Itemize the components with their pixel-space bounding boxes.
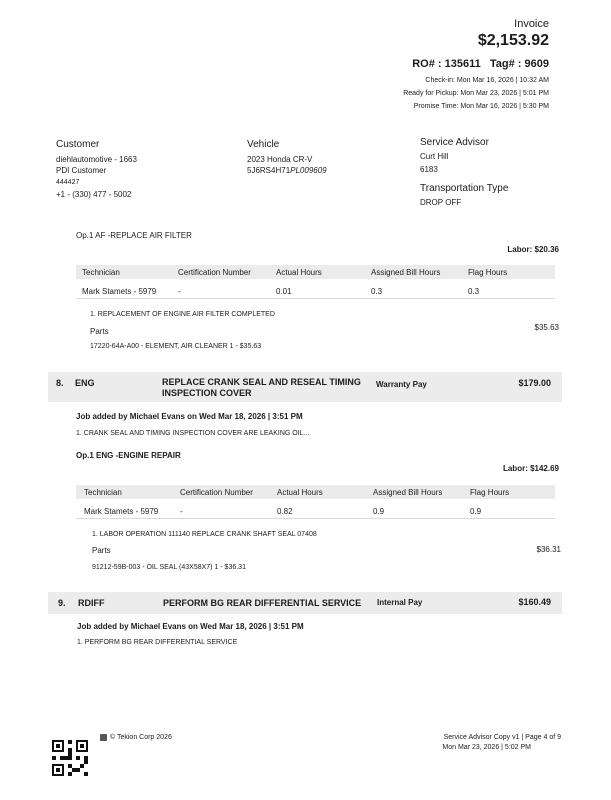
col-flag-hours: Flag Hours	[468, 268, 508, 277]
job-9-amount: $160.49	[518, 597, 551, 607]
op-af-labor: Labor: $20.36	[507, 245, 559, 254]
op-eng-title: Op.1 ENG -ENGINE REPAIR	[76, 451, 181, 460]
tekion-logo-icon	[100, 734, 107, 741]
col-assigned-hours: Assigned Bill Hours	[373, 488, 443, 497]
op-af-technician: Mark Stamets - 5979	[82, 287, 157, 296]
op-af-parts-total: $35.63	[534, 323, 559, 332]
op-eng-labor: Labor: $142.69	[502, 464, 559, 473]
ro-tag-number: RO# : 135611 Tag# : 9609	[412, 58, 549, 70]
vehicle-vin	[247, 166, 327, 175]
service-advisor-heading: Service Advisor	[420, 137, 489, 148]
job-9-number: 9.	[58, 598, 66, 608]
col-technician: Technician	[82, 268, 120, 277]
job-8-pay-type: Warranty Pay	[376, 380, 427, 389]
col-certification: Certification Number	[180, 488, 253, 497]
job-8-number: 8.	[56, 378, 64, 388]
op-eng-flag-hours: 0.9	[470, 507, 482, 516]
job-9-desc: PERFORM BG REAR DIFFERENTIAL SERVICE	[163, 598, 362, 608]
job-8-code: ENG	[75, 378, 95, 388]
vin-prefix: 5J6RS4H71	[247, 166, 291, 175]
job-9-concern: 1. PERFORM BG REAR DIFFERENTIAL SERVICE	[77, 639, 238, 646]
op-af-table-divider	[76, 298, 555, 299]
check-in-time: Check-in: Mon Mar 16, 2026 | 10:32 AM	[425, 77, 549, 84]
col-flag-hours: Flag Hours	[470, 488, 510, 497]
op-af-flag-hours: 0.3	[468, 287, 480, 296]
op-af-cert: -	[178, 287, 181, 296]
job-8-desc-line2: INSPECTION COVER	[162, 388, 252, 398]
ready-for-pickup-time: Ready for Pickup: Mon Mar 23, 2026 | 5:01 PM	[403, 90, 549, 97]
footer-copyright: © Tekion Corp 2026	[110, 734, 172, 741]
op-af-parts-label: Parts	[90, 327, 109, 336]
vehicle-heading: Vehicle	[247, 139, 280, 150]
transportation-type-value: DROP OFF	[420, 198, 462, 207]
customer-phone: +1 - (330) 477 - 5002	[56, 190, 132, 199]
footer-copy-info: Service Advisor Copy v1 | Page 4 of 9	[443, 734, 561, 741]
customer-type: PDI Customer	[56, 166, 107, 175]
op-eng-assigned-hours: 0.9	[373, 507, 385, 516]
qr-code	[52, 740, 88, 776]
col-certification: Certification Number	[178, 268, 251, 277]
customer-name: diehlautomotive - 1663	[56, 155, 137, 164]
op-eng-part-line: 91212-59B-003 - OIL SEAL (43X58X7) 1 - $36.31	[92, 564, 246, 571]
col-technician: Technician	[84, 488, 122, 497]
op-af-assigned-hours: 0.3	[371, 287, 383, 296]
invoice-title: Invoice	[514, 18, 549, 30]
col-actual-hours: Actual Hours	[276, 268, 322, 277]
service-advisor-name: Curt Hill	[420, 152, 449, 161]
job-9-added-by: Job added by Michael Evans on Wed Mar 18, 2026 | 3:51 PM	[77, 622, 304, 631]
op-eng-table-divider	[76, 518, 555, 519]
footer-timestamp: Mon Mar 23, 2026 | 5:02 PM	[442, 744, 531, 751]
col-assigned-hours: Assigned Bill Hours	[371, 268, 441, 277]
invoice-total: $2,153.92	[477, 32, 549, 49]
promise-time: Promise Time: Mon Mar 16, 2026 | 5:30 PM	[413, 103, 549, 110]
op-af-actual-hours: 0.01	[276, 287, 292, 296]
op-eng-actual-hours: 0.82	[277, 507, 293, 516]
op-eng-parts-total: $36.31	[536, 545, 561, 554]
job-8-desc-line1: REPLACE CRANK SEAL AND RESEAL TIMING	[162, 377, 361, 387]
job-8-amount: $179.00	[518, 378, 551, 388]
customer-heading: Customer	[56, 139, 100, 150]
vin-suffix: PL009609	[290, 166, 327, 175]
job-9-pay-type: Internal Pay	[377, 598, 423, 607]
job-8-concern: 1. CRANK SEAL AND TIMING INSPECTION COVER ARE LEAKING OIL...	[76, 430, 310, 437]
col-actual-hours: Actual Hours	[277, 488, 323, 497]
service-advisor-id: 6183	[420, 165, 438, 174]
op-eng-technician: Mark Stamets - 5979	[84, 507, 159, 516]
job-8-added-by: Job added by Michael Evans on Wed Mar 18, 2026 | 3:51 PM	[76, 412, 303, 421]
op-af-part-line: 17220-64A-A00 - ELEMENT, AIR CLEANER 1 - $35.63	[90, 343, 262, 350]
op-af-note: 1. REPLACEMENT OF ENGINE AIR FILTER COMPLETED	[90, 311, 275, 318]
customer-number: 444427	[56, 179, 80, 186]
op-eng-note: 1. LABOR OPERATION 111140 REPLACE CRANK SHAFT SEAL 07408	[92, 531, 317, 538]
transportation-type-heading: Transportation Type	[420, 183, 509, 194]
vehicle-model: 2023 Honda CR-V	[247, 155, 313, 164]
op-eng-parts-label: Parts	[92, 546, 111, 555]
op-eng-cert: -	[180, 507, 183, 516]
op-af-title: Op.1 AF -REPLACE AIR FILTER	[76, 231, 192, 240]
job-9-code: RDIFF	[78, 598, 105, 608]
